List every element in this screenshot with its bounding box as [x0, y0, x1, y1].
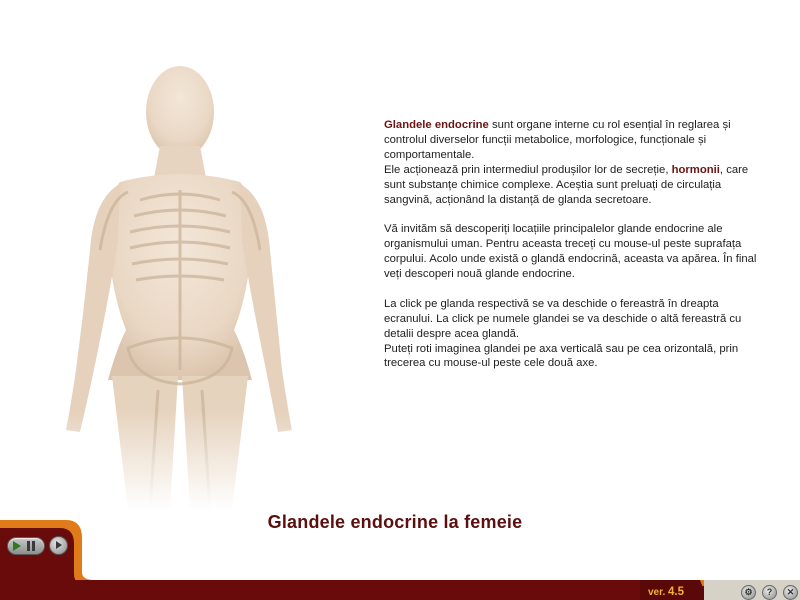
right-arm[interactable]	[240, 184, 292, 432]
intro-paragraph-1: Glandele endocrine sunt organe interne cu rol esențial în reglarea și controlul diverselor funcții metabolice, morfologice, funcționale și comportamentale. Ele acționează prin intermediul produșilor lor de secreție, hormonii, care sunt substanțe chimice complexe. Aceștia sunt preluați de circulația sangvină, acționând la distanță de glanda secretoare.	[384, 119, 749, 206]
female-body-illustration[interactable]	[20, 50, 320, 510]
keyword-glandele-endocrine: Glandele endocrine	[384, 119, 489, 131]
intro-paragraph-2: Vă invităm să descoperiți locațiile principalelor glande endocrine ale organismului uman. Pentru aceasta treceți cu mouse-ul peste suprafața corpului. Acolo unde există o glandă endocrină, aceasta va apărea. În final veți descoperi nouă glande endocrine.	[384, 223, 757, 281]
intro-paragraph-3: La click pe glanda respectivă se va deschide o fereastră în dreapta ecranului. La click pe numele glandei se va deschide o altă fereastră cu detalii despre acea glandă. Puteți roti imaginea glandei pe axa verticală sau pe cea orizontală, prin trecerea cu mouse-ul peste cele două axe.	[384, 297, 742, 370]
settings-icon: ⚙	[744, 587, 753, 597]
next-arrow-icon	[56, 541, 62, 549]
help-icon: ?	[766, 587, 773, 597]
playback-control[interactable]	[7, 537, 45, 555]
intro-text	[384, 118, 764, 386]
version-label: ver. 4.5	[648, 586, 685, 598]
help-button[interactable]	[762, 585, 777, 600]
page-title: Glandele endocrine la femeie	[267, 512, 523, 532]
play-icon[interactable]	[13, 541, 21, 551]
pause-icon[interactable]	[27, 541, 35, 551]
close-button[interactable]	[783, 585, 798, 600]
left-arm[interactable]	[66, 184, 120, 432]
settings-button[interactable]	[741, 585, 756, 600]
head[interactable]	[146, 66, 214, 158]
keyword-hormonii: hormonii	[671, 163, 720, 176]
close-icon: ✕	[786, 587, 795, 597]
next-button[interactable]	[49, 536, 68, 555]
